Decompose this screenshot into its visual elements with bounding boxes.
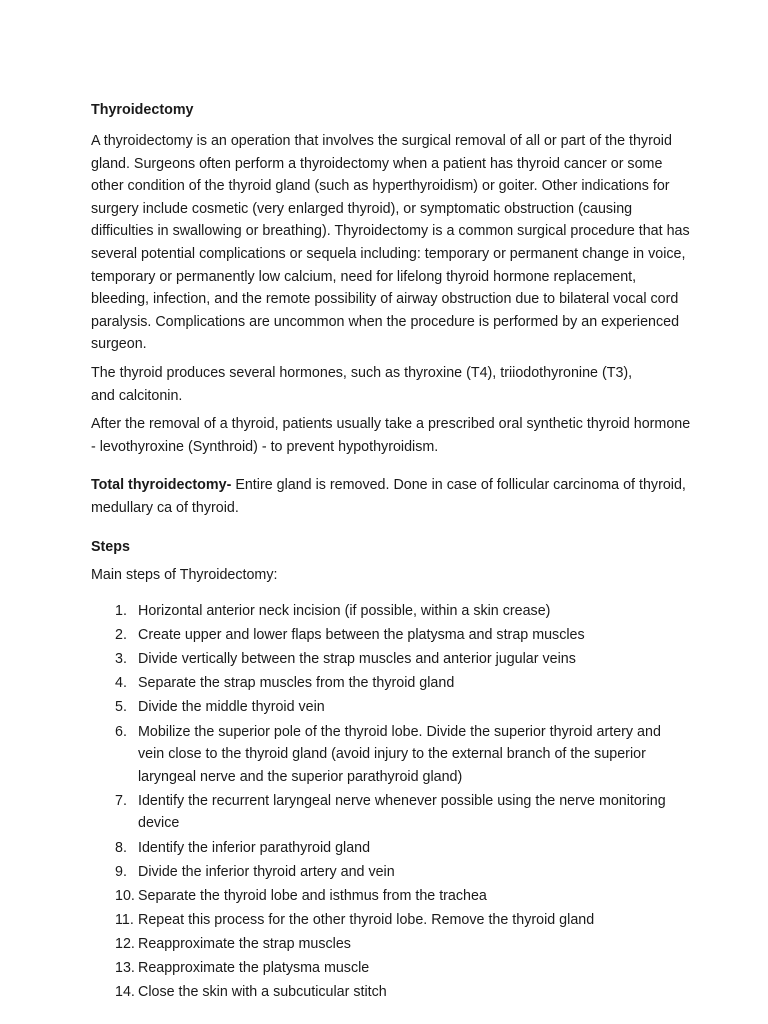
list-item-number: 9. [115, 863, 127, 880]
list-item [91, 600, 691, 623]
list-item-text: Mobilize the superior pole of the thyroid lobe. Divide the superior thyroid artery and vein close to the thyroid gland (avoid injury to the external branch of the superior laryngeal nerve and the superior parathyroid gland) [138, 723, 661, 785]
list-item-number: 2. [115, 627, 127, 644]
list-item-number: 13. [115, 960, 135, 976]
list-item-number: 4. [115, 675, 127, 692]
list-item [91, 696, 691, 719]
list-item-number: 12. [115, 935, 135, 952]
list-item [91, 909, 691, 932]
list-item-number: 6. [115, 723, 127, 740]
list-item-number: 5. [115, 699, 127, 716]
list-item [91, 933, 691, 956]
list-item-number: 7. [115, 792, 127, 809]
list-item-text: Horizontal anterior neck incision (if possible, within a skin crease) [138, 603, 551, 620]
intro-paragraph: A thyroidectomy is an operation that involves the surgical removal of all or part of the thyroid gland. Surgeons often perform a thyroidectomy when a patient has thyroid cancer or some other condition of the thyroid gland (such as hyperthyroidism) or goiter. Other indications for surgery include cosmetic (very enlarged thyroid), or symptomatic obstruction (causing difficulties in swallowing or breathing). Thyroidectomy is a common surgical procedure that has several potential complications or sequela including: temporary or permanent change in voice, temporary or permanently low calcium, need for lifelong thyroid hormone replacement, bleeding, infection, and the remote possibility of airway obstruction due to bilateral vocal cord paralysis. Complications are uncommon when the procedure is performed by an experienced surgeon. [91, 133, 690, 353]
list-item-text: Close the skin with a subcuticular stitch [138, 984, 387, 1001]
hormones-line-1: The thyroid produces several hormones, such as thyroxine (T4), triiodothyronine (T3), [91, 364, 633, 381]
list-item-text: Divide the middle thyroid vein [138, 699, 325, 716]
list-item-number: 14. [115, 984, 135, 1001]
list-item-number: 11. [115, 911, 134, 928]
list-item [91, 672, 691, 695]
list-item [91, 790, 691, 835]
list-item-number: 8. [115, 839, 127, 856]
after-removal-paragraph: After the removal of a thyroid, patients usually take a prescribed oral synthetic thyroid hormone - levothyroxine (Synthroid) - to prevent hypothyroidism. [91, 416, 691, 455]
list-item-text: Reapproximate the platysma muscle [138, 960, 370, 976]
total-thyroidectomy-label: Total thyroidectomy- [91, 477, 232, 494]
total-thyroidectomy-paragraph [91, 474, 691, 519]
steps-intro: Main steps of Thyroidectomy: [91, 566, 278, 583]
list-item [91, 885, 691, 908]
list-item [91, 648, 691, 671]
list-item-text: Divide vertically between the strap muscles and anterior jugular veins [138, 651, 576, 668]
list-item [91, 981, 691, 1004]
steps-list [91, 600, 691, 1004]
list-item-text: Reapproximate the strap muscles [138, 935, 351, 952]
document-title: Thyroidectomy [91, 102, 194, 118]
list-item-text: Separate the thyroid lobe and isthmus from the trachea [138, 887, 487, 904]
list-item-text: Repeat this process for the other thyroid lobe. Remove the thyroid gland [138, 911, 595, 928]
list-item-text: Identify the inferior parathyroid gland [138, 839, 371, 856]
list-item [91, 861, 691, 884]
list-item [91, 957, 691, 980]
list-item-text: Create upper and lower flaps between the platysma and strap muscles [138, 627, 585, 644]
list-item-text: Separate the strap muscles from the thyroid gland [138, 675, 455, 692]
hormones-line-2: and calcitonin. [91, 387, 183, 404]
list-item-number: 3. [115, 651, 127, 668]
list-item-number: 10. [115, 887, 135, 904]
list-item-text: Divide the inferior thyroid artery and vein [138, 863, 395, 880]
list-item-text: Identify the recurrent laryngeal nerve whenever possible using the nerve monitoring device [138, 792, 666, 832]
steps-heading: Steps [91, 538, 130, 555]
total-thyroidectomy-text: Entire gland is removed. Done in case of follicular carcinoma of thyroid, medullary ca of thyroid. [91, 477, 686, 516]
list-item [91, 837, 691, 860]
list-item-number: 1. [115, 603, 127, 620]
list-item [91, 624, 691, 647]
list-item [91, 721, 691, 789]
hormones-paragraph [91, 362, 691, 407]
document-body [91, 100, 691, 1005]
